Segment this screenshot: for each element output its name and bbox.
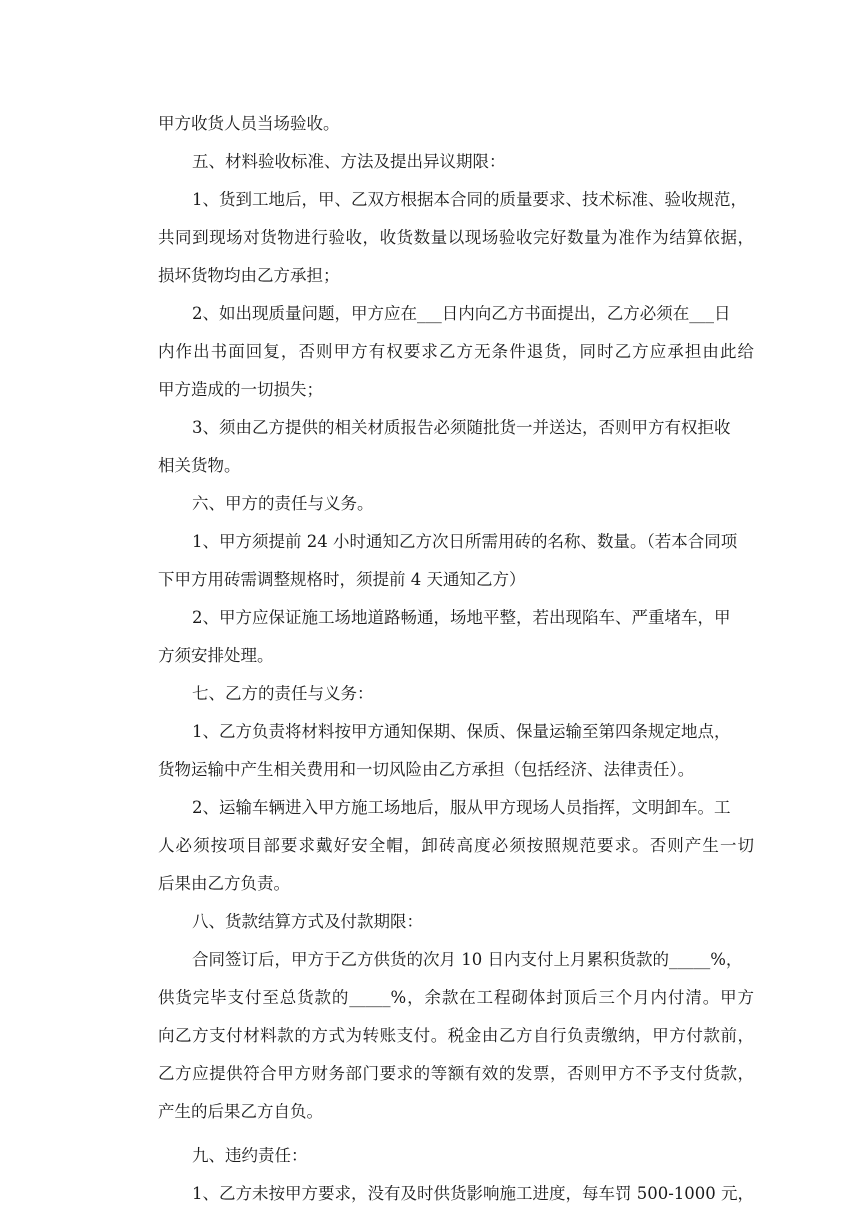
section-heading: 五、材料验收标准、方法及提出异议期限： <box>192 152 506 171</box>
text-line: 损坏货物均由乙方承担； <box>158 266 340 285</box>
text-line: 合同签订后，甲方于乙方供货的次月 10 日内支付上月累积货款的_____%， <box>192 950 743 969</box>
text-line: 向乙方支付材料款的方式为转账支付。税金由乙方自行负责缴纳，甲方付款前， <box>158 1026 754 1045</box>
text-line: 产生的后果乙方自负。 <box>158 1102 323 1121</box>
text-line: 下甲方用砖需调整规格时，须提前 4 天通知乙方） <box>158 570 526 589</box>
text-line: 人必须按项目部要求戴好安全帽，卸砖高度必须按照规范要求。否则产生一切 <box>158 836 754 855</box>
text-line: 内作出书面回复，否则甲方有权要求乙方无条件退货，同时乙方应承担由此给 <box>158 342 754 361</box>
text-line: 乙方应提供符合甲方财务部门要求的等额有效的发票，否则甲方不予支付货款， <box>158 1064 754 1083</box>
section-heading: 八、货款结算方式及付款期限： <box>192 912 423 931</box>
text-line: 1、乙方负责将材料按甲方通知保期、保质、保量运输至第四条规定地点， <box>192 722 731 741</box>
text-line: 方须安排处理。 <box>158 646 274 665</box>
text-line: 1、乙方未按甲方要求，没有及时供货影响施工进度，每车罚 500-1000 元， <box>192 1184 755 1203</box>
section-heading: 七、乙方的责任与义务： <box>192 684 374 703</box>
text-line: 1、货到工地后，甲、乙双方根据本合同的质量要求、技术标准、验收规范， <box>192 190 747 209</box>
text-line: 供货完毕支付至总货款的_____%，余款在工程砌体封顶后三个月内付清。甲方 <box>158 988 754 1007</box>
text-line: 相关货物。 <box>158 456 241 475</box>
section-heading: 六、甲方的责任与义务。 <box>192 494 374 513</box>
text-line: 2、运输车辆进入甲方施工场地后，服从甲方现场人员指挥，文明卸车。工 <box>192 798 731 817</box>
text-line: 甲方收货人员当场验收。 <box>158 114 340 133</box>
text-line: 甲方造成的一切损失； <box>158 380 323 399</box>
text-line: 2、甲方应保证施工场地道路畅通，场地平整，若出现陷车、严重堵车，甲 <box>192 608 731 627</box>
text-line: 1、甲方须提前 24 小时通知乙方次日所需用砖的名称、数量。（若本合同项 <box>192 532 738 551</box>
section-heading: 九、违约责任： <box>192 1146 308 1165</box>
text-line: 3、须由乙方提供的相关材质报告必须随批货一并送达，否则甲方有权拒收 <box>192 418 731 437</box>
text-line: 共同到现场对货物进行验收，收货数量以现场验收完好数量为准作为结算依据， <box>158 228 754 247</box>
text-line: 货物运输中产生相关费用和一切风险由乙方承担（包括经济、法律责任）。 <box>158 760 695 779</box>
text-line: 2、如出现质量问题，甲方应在___日内向乙方书面提出，乙方必须在___日 <box>192 304 731 323</box>
text-line: 后果由乙方负责。 <box>158 874 290 893</box>
